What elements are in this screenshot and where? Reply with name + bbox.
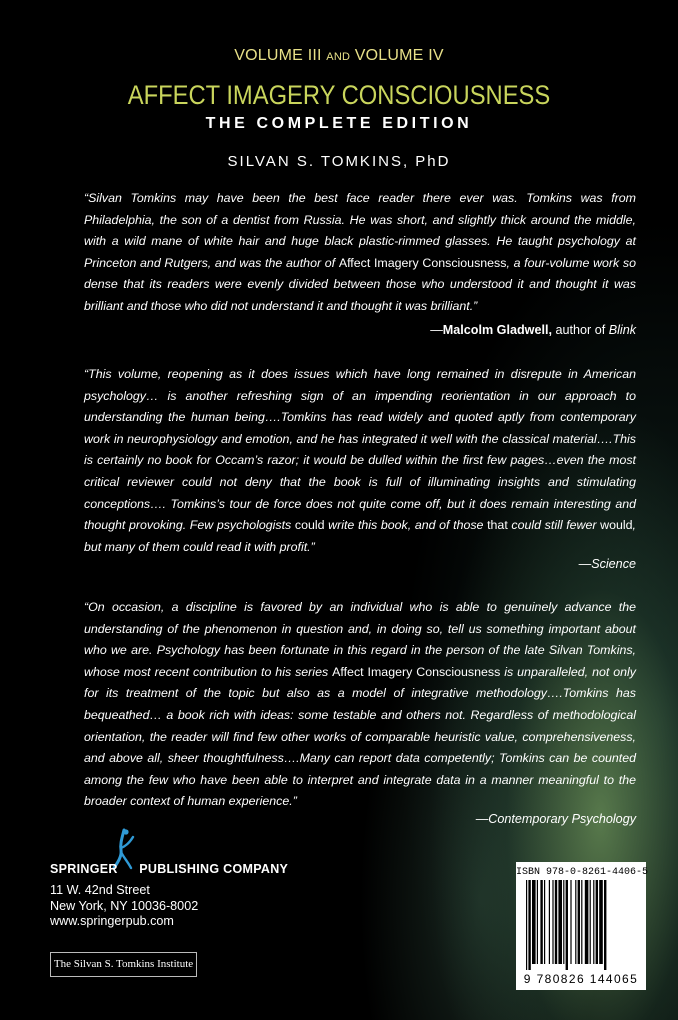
isbn-label: ISBN 978-0-8261-4406-5 bbox=[516, 867, 649, 878]
barcode-bar bbox=[555, 880, 557, 964]
attribution-name: Malcolm Gladwell, bbox=[442, 323, 552, 337]
book-title-reference: Affect Imagery Consciousness bbox=[332, 664, 501, 679]
barcode-bar bbox=[599, 880, 603, 964]
emphasis-word: that bbox=[487, 518, 508, 533]
volume-a: VOLUME III bbox=[234, 47, 322, 64]
volume-b: VOLUME IV bbox=[354, 47, 444, 64]
barcode-bar bbox=[540, 880, 542, 964]
barcode-bar bbox=[563, 880, 564, 964]
quote-gladwell bbox=[84, 188, 636, 318]
publisher-name bbox=[50, 862, 288, 876]
quote-science bbox=[84, 364, 636, 558]
barcode-bar bbox=[570, 880, 571, 964]
barcode-bar bbox=[544, 880, 545, 964]
quote-text: write this book, and of those bbox=[324, 518, 488, 533]
publisher-name-left: SPRINGER bbox=[50, 862, 118, 876]
quote-contemporary-psychology bbox=[84, 597, 636, 813]
emphasis-word: could bbox=[294, 518, 325, 533]
attribution-science: —Science bbox=[578, 557, 636, 571]
quote-text: , a four-volume work so dense that its readers were evenly divided between those who understood it and thought it was brilliant and those who did not understand it and thought it was brilliant.” bbox=[84, 255, 637, 313]
publisher-name-right: PUBLISHING COMPANY bbox=[139, 862, 289, 876]
book-title-reference: Affect Imagery Consciousness bbox=[338, 255, 507, 270]
quote-text: “This volume, reopening as it does issues which have long remained in disrepute in American psychology… is another refreshing sign of an impending reorientation in our approach to understanding the human being….Tomkins has read widely and quoted aptly from contemporary work in neurophysiology and emotion, and he has integrated it well with the classical material….This is certainly no book for Occam’s razor; it would be dulled within the first few pages…even the most critical reviewer could not deny that the book is full of illuminating insights and stimulating conceptions…. Tomkins’s tour de force does not quite come off, but it does remain interesting and thought provoking. Few psychologists bbox=[84, 367, 636, 533]
barcode-bar bbox=[537, 880, 538, 964]
barcode-bar bbox=[590, 880, 591, 964]
attribution-dash: — bbox=[430, 323, 443, 337]
barcode-bar bbox=[604, 880, 606, 970]
barcode-bar bbox=[578, 880, 580, 964]
barcode-bar bbox=[549, 880, 550, 964]
isbn-barcode bbox=[516, 862, 649, 990]
publisher-logo bbox=[50, 828, 289, 878]
address-street: 11 W. 42nd Street bbox=[50, 883, 150, 897]
volume-line bbox=[0, 47, 678, 65]
quote-text: , but many of them could read it with profit.” bbox=[84, 518, 636, 554]
quote-text: “Silvan Tomkins may have been the best face reader there ever was. Tomkins was from Philadelphia, the son of a dentist from Russia. He was short, and slightly thick around the middle, with a wild mane of white hair and huge black plastic-rimmed glasses. He taught psychology at Princeton and Rutgers, and was the author of bbox=[84, 191, 636, 270]
barcode-bar bbox=[532, 880, 536, 964]
barcode-bar bbox=[552, 880, 553, 964]
publisher-address bbox=[50, 883, 198, 930]
attribution-gladwell bbox=[430, 323, 636, 337]
attribution-middle: author of bbox=[551, 323, 609, 337]
isbn-digits: 9 780826 144065 bbox=[523, 972, 639, 986]
barcode-bar bbox=[558, 880, 562, 964]
edition-label: THE COMPLETE EDITION bbox=[205, 115, 473, 132]
address-city: New York, NY 10036-8002 bbox=[50, 898, 199, 913]
barcode-bar bbox=[575, 880, 576, 964]
attribution-contemporary-psychology: —Contemporary Psychology bbox=[475, 812, 636, 826]
emphasis-word: would bbox=[600, 518, 633, 533]
barcode-bars bbox=[526, 880, 636, 970]
author-name: SILVAN S. TOMKINS, PhD bbox=[227, 153, 451, 170]
quote-text: is unparalleled, not only for its treatment of the topic but also as a model of integrative methodology….Tomkins has bequeathed… a book rich with ideas: some testable and others not. Regardless of methodological orientation, the reader will find few other works of comparable heuristic value, comprehensiveness, and above all, sheer thoughtfulness….Many can report data competently; Tomkins can be counted among the few who have been able to interpret and integrate data in a manner meaningful to the broader context of human experience.” bbox=[84, 664, 636, 809]
barcode-bar bbox=[585, 880, 589, 964]
book-title: AFFECT IMAGERY CONSCIOUSNESS bbox=[127, 80, 551, 110]
barcode-bar bbox=[593, 880, 594, 964]
tomkins-institute-badge: The Silvan S. Tomkins Institute bbox=[50, 952, 197, 977]
barcode-bar bbox=[528, 880, 530, 970]
barcode-bar bbox=[526, 880, 527, 970]
quote-text: “On occasion, a discipline is favored by an individual who is able to genuinely advance the understanding of the phenomenon in question and, in doing so, tell us something important about who we are. Psychology has been fortunate in this regard in the person of the late Silvan Tomkins, whose most recent contribution to his series bbox=[84, 600, 636, 679]
attribution-work: Blink bbox=[608, 323, 636, 337]
volume-and: AND bbox=[326, 51, 351, 63]
barcode-bar bbox=[581, 880, 582, 964]
quote-text: could still fewer bbox=[507, 518, 601, 533]
publisher-website: www.springerpub.com bbox=[50, 914, 174, 928]
barcode-bar bbox=[566, 880, 568, 970]
barcode-bar bbox=[596, 880, 598, 964]
